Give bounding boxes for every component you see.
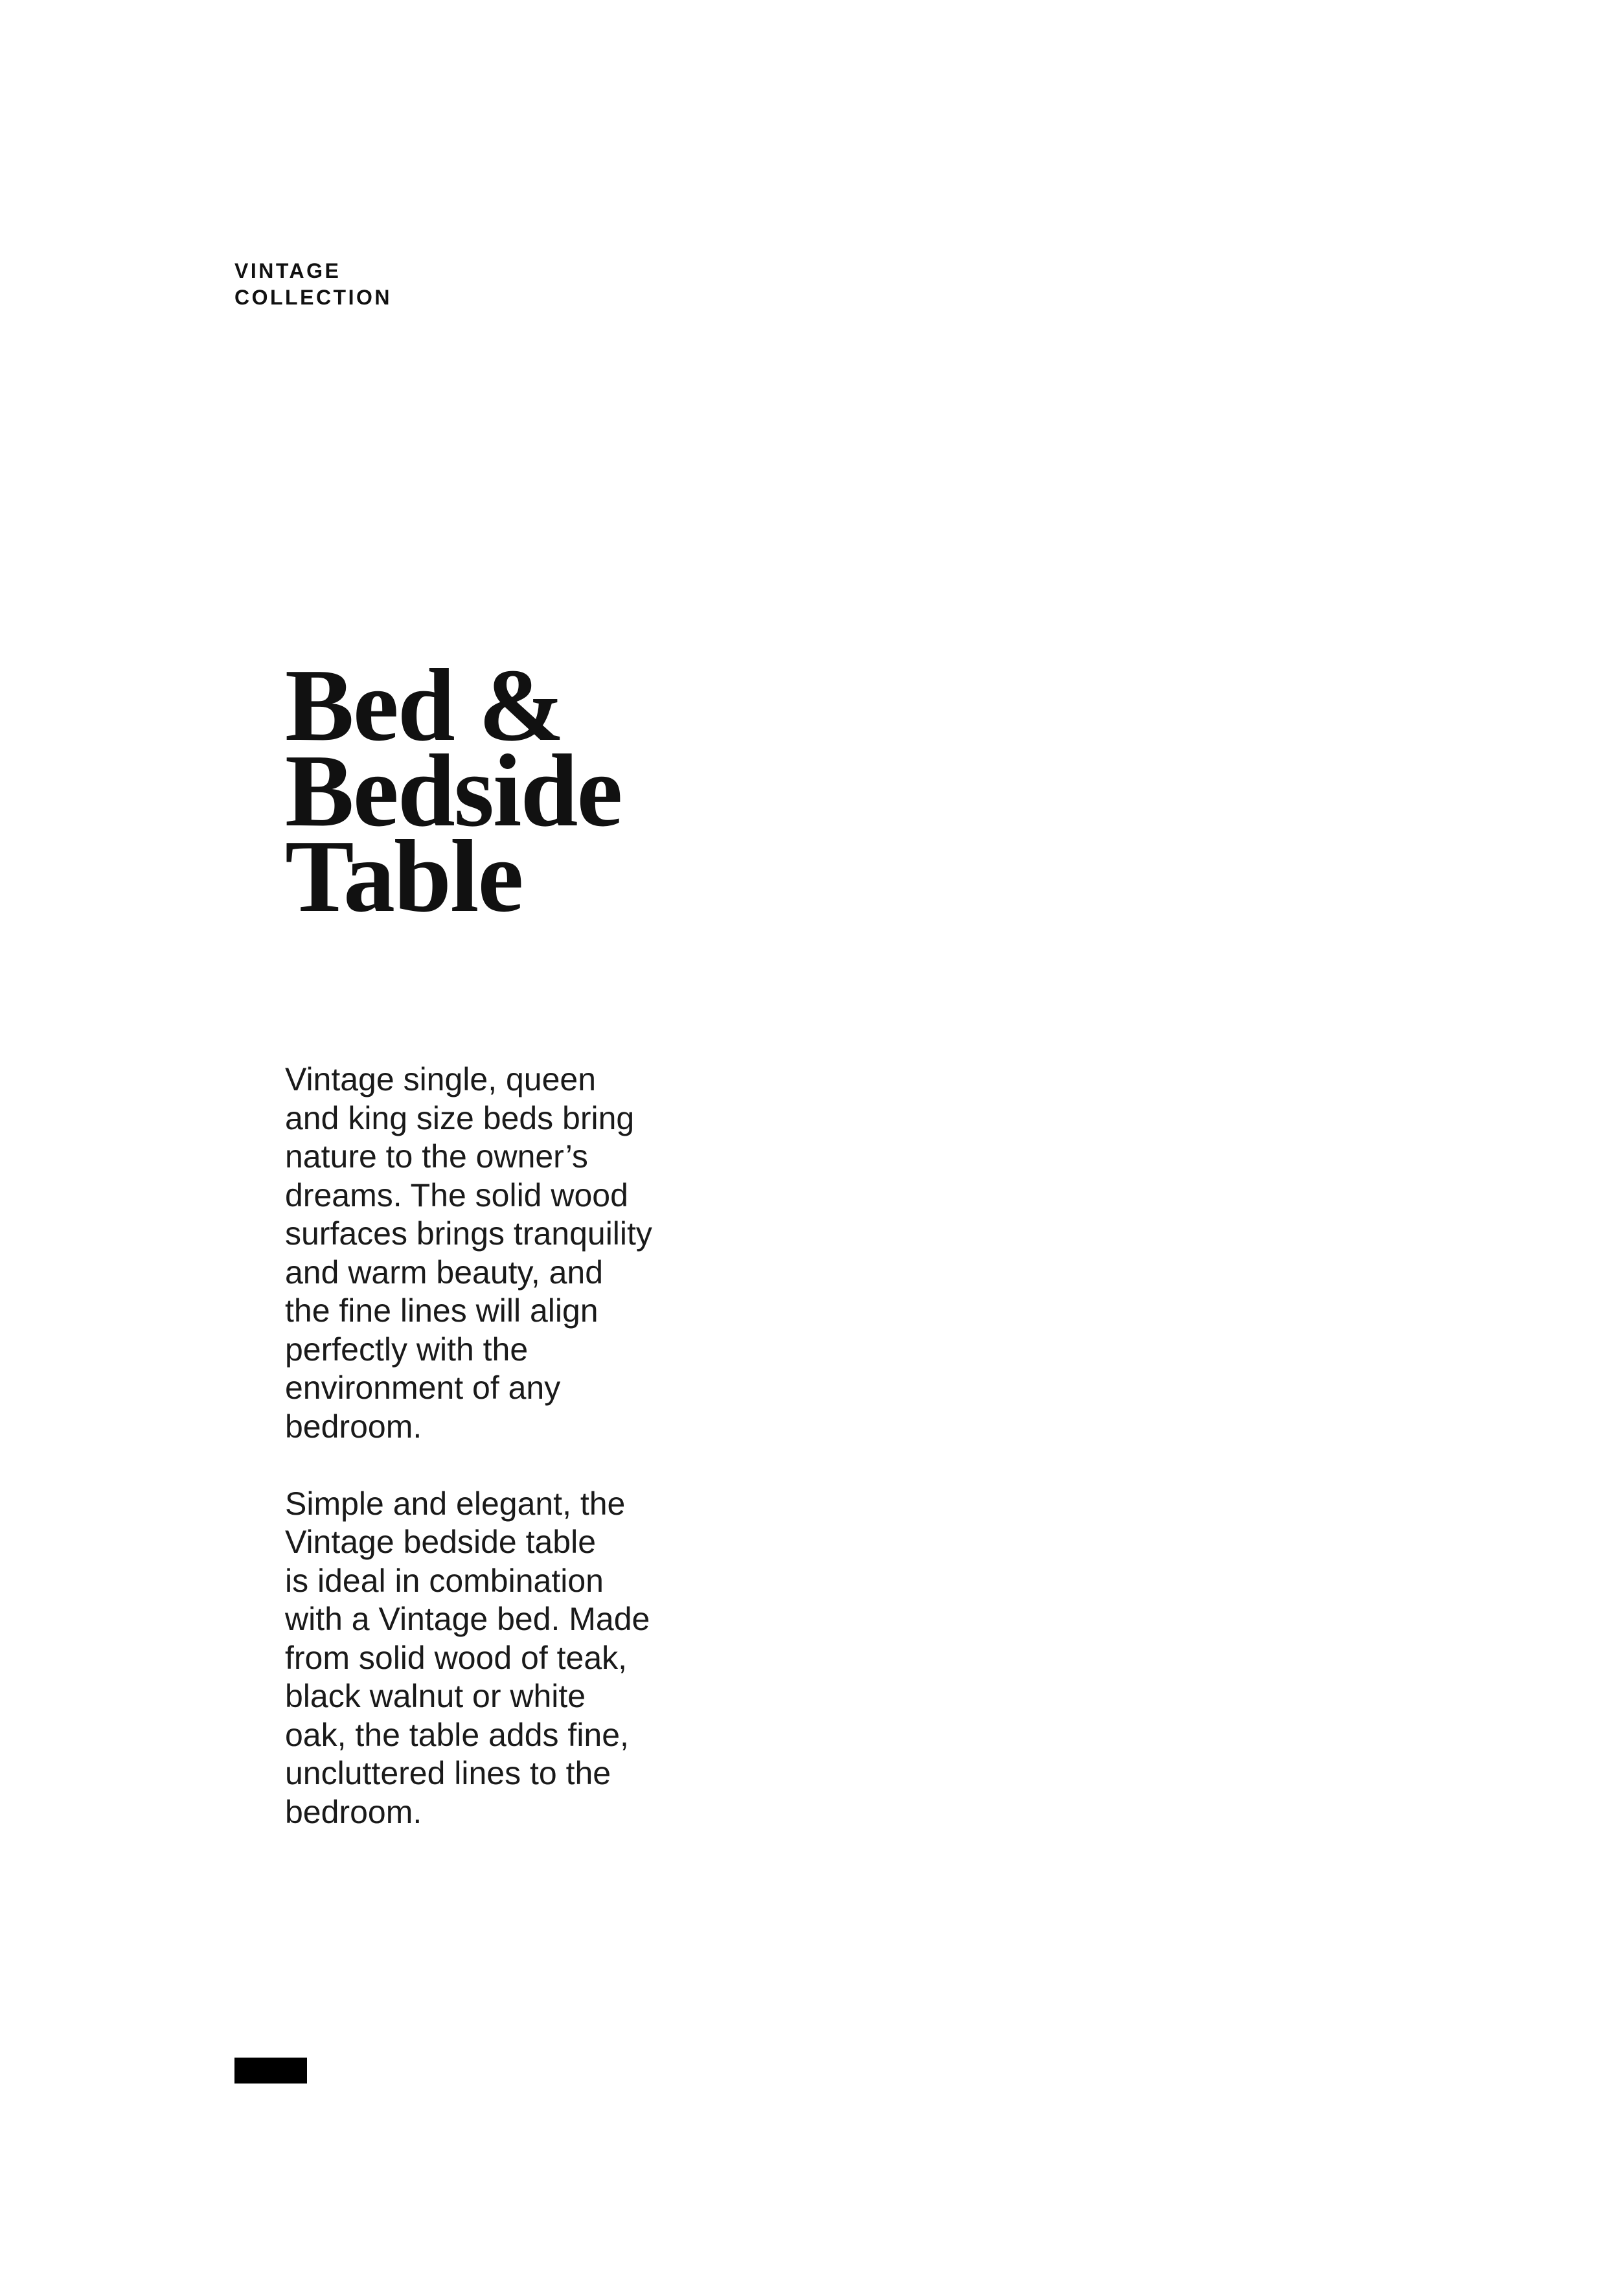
text-line: and king size beds bring [285, 1099, 635, 1136]
text-line: bedroom. [285, 1793, 422, 1830]
text-line: from solid wood of teak, [285, 1639, 628, 1676]
text-line: dreams. The solid wood [285, 1177, 628, 1213]
page-title [285, 647, 622, 934]
paragraph-beds [285, 1061, 700, 1446]
text-line: nature to the owner’s [285, 1138, 588, 1175]
text-line: uncluttered lines to the [285, 1755, 611, 1791]
text-line: Vintage bedside table [285, 1524, 597, 1560]
title-line: Bed & [285, 647, 564, 763]
title-line: Table [285, 818, 523, 934]
text-line: and warm beauty, and [285, 1254, 604, 1291]
paragraph-bedside-table [285, 1485, 700, 1832]
page-marker-bar [234, 2058, 307, 2084]
collection-label [234, 258, 392, 311]
text-line: perfectly with the [285, 1331, 529, 1368]
body-copy [285, 1061, 700, 1831]
text-line: the fine lines will align [285, 1292, 598, 1329]
title-line: Bedside [285, 733, 622, 848]
text-line: environment of any [285, 1370, 561, 1406]
collection-label-line: COLLECTION [234, 286, 392, 309]
text-line: with a Vintage bed. Made [285, 1601, 650, 1637]
collection-label-line: VINTAGE [234, 259, 341, 282]
text-line: is ideal in combination [285, 1562, 604, 1599]
text-line: bedroom. [285, 1408, 422, 1445]
text-line: oak, the table adds fine, [285, 1716, 629, 1753]
text-line: Vintage single, queen [285, 1061, 597, 1097]
text-line: black walnut or white [285, 1678, 586, 1714]
text-line: surfaces brings tranquility [285, 1215, 652, 1252]
text-line: Simple and elegant, the [285, 1485, 626, 1522]
